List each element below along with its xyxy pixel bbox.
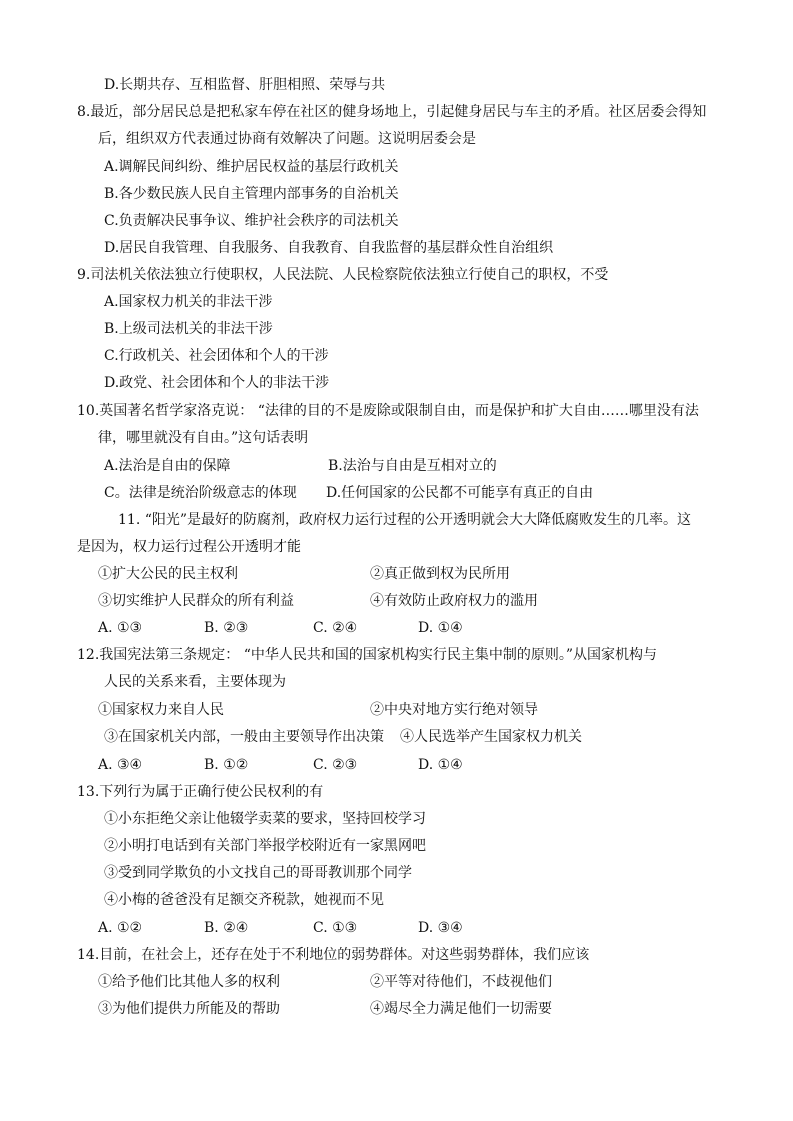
q13-answer-c: C. ①③	[313, 920, 358, 936]
q12-item-4: ④人民选举产生国家权力机关	[400, 729, 582, 745]
q11-item-4: ④有效防止政府权力的滥用	[370, 593, 538, 609]
q11-item-3: ③切实维护人民群众的所有利益	[98, 593, 294, 609]
q10-option-b: B.法治与自由是互相对立的	[328, 458, 497, 474]
q12-item-2: ②中央对地方实行绝对领导	[370, 702, 538, 718]
q8-option-b: B.各少数民族人民自主管理内部事务的自治机关	[104, 186, 399, 202]
q10-stem-line1: 10.英国著名哲学家洛克说： “法律的目的不是废除或限制自由，而是保护和扩大自由……哪里没有法	[77, 403, 699, 419]
q11-answer-a: A. ①③	[98, 620, 143, 636]
q8-option-a: A.调解民间纠纷、维护居民权益的基层行政机关	[104, 159, 399, 175]
q12-answer-b: B. ①②	[204, 757, 249, 773]
q13-stem: 13.下列行为属于正确行使公民权利的有	[77, 784, 324, 800]
q9-option-a: A.国家权力机关的非法干涉	[104, 294, 273, 310]
q11-answer-d: D. ①④	[418, 620, 463, 636]
q13-item-3: ③受到同学欺负的小文找自己的哥哥教训那个同学	[104, 865, 412, 881]
q13-answer-a: A. ①②	[98, 920, 143, 936]
q11-stem-line2: 是因为，权力运行过程公开透明才能	[77, 539, 301, 555]
q9-stem: 9.司法机关依法独立行使职权，人民法院、人民检察院依法独立行使自己的职权，不受	[77, 267, 609, 283]
q13-answer-b: B. ②④	[204, 920, 249, 936]
q8-stem-line2: 后，组织双方代表通过协商有效解决了问题。这说明居委会是	[98, 131, 476, 147]
q12-stem-line1: 12.我国宪法第三条规定： “中华人民共和国的国家机构实行民主集中制的原则。”从国家机构与	[77, 647, 658, 663]
q12-answer-d: D. ①④	[418, 757, 463, 773]
q12-answer-c: C. ②③	[313, 757, 358, 773]
q10-stem-line2: 律，哪里就没有自由。”这句话表明	[98, 430, 309, 446]
q12-item-1: ①国家权力来自人民	[98, 702, 224, 718]
q11-item-2: ②真正做到权为民所用	[370, 566, 510, 582]
q10-option-c: C。法律是统治阶级意志的体现	[104, 485, 297, 501]
q11-answer-b: B. ②③	[204, 620, 249, 636]
q14-item-3: ③为他们提供力所能及的帮助	[98, 1001, 280, 1017]
q14-item-1: ①给予他们比其他人多的权利	[98, 974, 280, 990]
q10-option-d: D.任何国家的公民都不可能享有真正的自由	[326, 485, 594, 501]
q12-item-3: ③在国家机关内部，一般由主要领导作出决策	[104, 729, 384, 745]
q13-item-1: ①小东拒绝父亲让他辍学卖菜的要求，坚持回校学习	[104, 811, 426, 827]
q7-option-d: D.长期共存、互相监督、肝胆相照、荣辱与共	[104, 77, 386, 93]
q9-option-b: B.上级司法机关的非法干涉	[104, 321, 273, 337]
q11-answer-c: C. ②④	[313, 620, 358, 636]
q9-option-c: C.行政机关、社会团体和个人的干涉	[104, 348, 329, 364]
q8-stem-line1: 8.最近，部分居民总是把私家车停在社区的健身场地上，引起健身居民与车主的矛盾。社区居委会得知	[77, 104, 707, 120]
q13-answer-d: D. ③④	[418, 920, 463, 936]
q13-item-2: ②小明打电话到有关部门举报学校附近有一家黑网吧	[104, 838, 426, 854]
q12-stem-line2: 人民的关系来看，主要体现为	[104, 674, 286, 690]
q10-option-a: A.法治是自由的保障	[104, 458, 231, 474]
q14-stem: 14.目前，在社会上，还存在处于不利地位的弱势群体。对这些弱势群体，我们应该	[77, 947, 590, 963]
q13-item-4: ④小梅的爸爸没有足额交齐税款，她视而不见	[104, 892, 384, 908]
q14-item-2: ②平等对待他们，不歧视他们	[370, 974, 552, 990]
q8-option-d: D.居民自我管理、自我服务、自我教育、自我监督的基层群众性自治组织	[104, 240, 554, 256]
q11-stem-line1: 11. “阳光”是最好的防腐剂，政府权力运行过程的公开透明就会大大降低腐败发生的几率。这	[118, 512, 692, 528]
q14-item-4: ④竭尽全力满足他们一切需要	[370, 1001, 552, 1017]
q11-item-1: ①扩大公民的民主权利	[98, 566, 238, 582]
q9-option-d: D.政党、社会团体和个人的非法干涉	[104, 375, 330, 391]
q8-option-c: C.负责解决民事争议、维护社会秩序的司法机关	[104, 213, 399, 229]
q12-answer-a: A. ③④	[98, 757, 143, 773]
